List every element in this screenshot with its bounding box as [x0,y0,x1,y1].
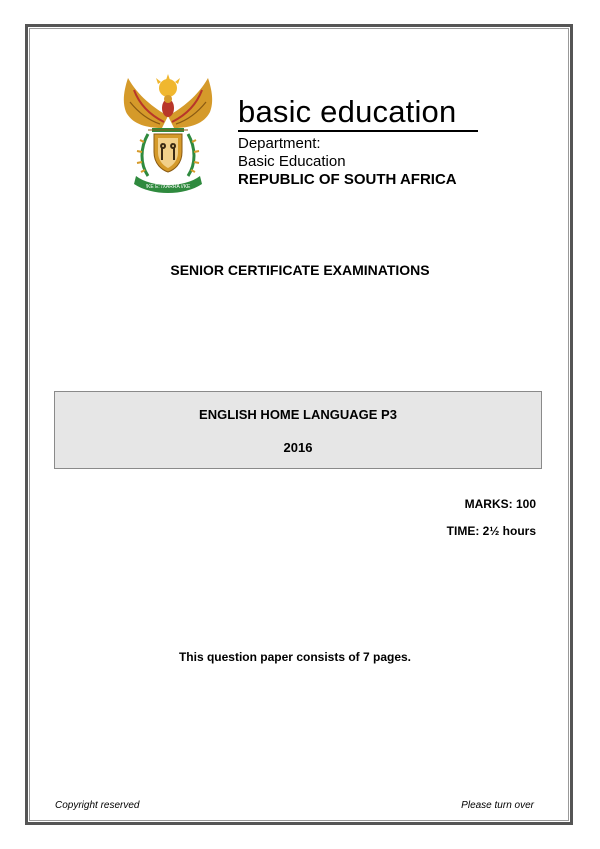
subject-box [54,391,542,469]
brand-name: basic education [238,94,457,129]
country-name: REPUBLIC OF SOUTH AFRICA [238,170,457,188]
marks-label: MARKS: 100 [464,497,536,511]
page-count-note: This question paper consists of 7 pages. [178,650,412,664]
coat-of-arms-icon [118,72,218,198]
brand-rule [238,130,478,132]
svg-text:!KE E: /XARRA //KE: !KE E: /XARRA //KE [145,184,191,190]
footer-copyright: Copyright reserved [55,800,140,811]
exam-title: SENIOR CERTIFICATE EXAMINATIONS [170,262,430,278]
department-name: Basic Education [238,152,346,170]
department-label: Department: [238,134,321,152]
exam-year: 2016 [283,440,313,455]
subject-title: ENGLISH HOME LANGUAGE P3 [199,407,397,422]
time-label: TIME: 2½ hours [446,524,536,538]
footer-turn-over: Please turn over [461,800,534,811]
brand-block [238,94,482,189]
